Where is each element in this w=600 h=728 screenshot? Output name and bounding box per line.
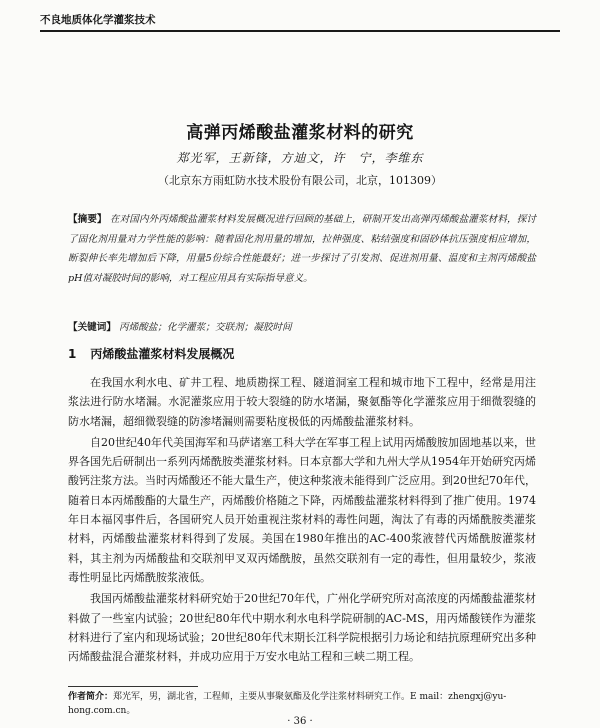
section-heading <box>68 345 234 362</box>
keywords <box>68 319 536 333</box>
keywords-text: 丙烯酸盐；化学灌浆；交联剂；凝胶时间 <box>119 322 292 333</box>
abstract-text: 在对国内外丙烯酸盐灌浆材料发展概况进行回顾的基础上，研制开发出高弹丙烯酸盐灌浆材料，探讨了固化剂用量对力学性能的影响：随着固化剂用量的增加，拉伸强度、粘结强度和固砂体抗压强度相应增加，断裂伸长率先增加后下降，用量5份综合性能最好；进一步探讨了引发剂、促进剂用量、温度和主剂丙烯酸盐pH值对凝胶时间的影响，对工程应用具有实际指导意义。 <box>68 214 537 284</box>
footnote-text: 郑光军，男，湖北省，工程师，主要从事聚氨酯及化学注浆材料研究工作。E mail：zhengxj@yu-hong.com.cn。 <box>68 692 507 716</box>
footnote-label: 作者简介： <box>68 692 114 702</box>
keywords-label: 【关键词】 <box>68 322 116 333</box>
page-number: · 36 · <box>287 716 313 727</box>
affiliation: （北京东方雨虹防水技术股份有限公司，北京，101309） <box>158 174 442 187</box>
abstract <box>68 210 536 288</box>
footnote-divider <box>68 686 198 687</box>
abstract-label: 【摘要】 <box>68 214 107 225</box>
paragraph: 自20世纪40年代美国海军和马萨诸塞工科大学在军事工程上试用丙烯酸胺加固地基以来，世界各国先后研制出一系列丙烯酰胺类灌浆材料。日本京都大学和九州大学从1954年开始研究丙烯酸钙注浆方法。当时丙烯酸还不能大量生产，使这种浆液未能得到广泛应用。到20世纪70年代，随着日本丙烯酸酯的大量生产，丙烯酸价格随之下降，丙烯酸盐灌浆材料得到了推广使用。1974年日本福冈事件后，各国研究人员开始重视注浆材料的毒性问题，淘汰了有毒的丙烯酰胺类灌浆材料，丙烯酸盐灌浆材料得到了发展。美国在1980年推出的AC-400浆液替代丙烯酰胺灌浆材料，其主剂为丙烯酸盐和交联剂甲叉双丙烯酰胺，虽然交联剂有一定的毒性，但用量较少，浆液毒性明显比丙烯酰胺浆液低。 <box>68 435 536 584</box>
author-list: 郑光军，王新锋，方迪文，许 宁，李维东 <box>176 151 424 165</box>
running-header: 不良地质体化学灌浆技术 <box>40 12 560 32</box>
author-footnote <box>68 690 536 718</box>
paragraph: 我国丙烯酸盐灌浆材料研究始于20世纪70年代，广州化学研究所对高浓度的丙烯酸盐灌浆材料做了一些室内试验；20世纪80年代中期水利水电科学院研制的AC-MS，用丙烯酸镁作为灌浆材料进行了室内和现场试验；20世纪80年代末期长江科学院根据引力场论和结抗原理研究出多种丙烯酸盐混合灌浆材料，并成功应用于万安水电站工程和三峡二期工程。 <box>68 592 536 664</box>
section-title: 丙烯酸盐灌浆材料发展概况 <box>90 347 235 361</box>
paragraph: 在我国水利水电、矿井工程、地质勘探工程、隧道洞室工程和城市地下工程中，经常是用注浆法进行防水堵漏。水泥灌浆应用于较大裂缝的防水堵漏，聚氨酯等化学灌浆应用于细微裂缝的防水堵漏，超细微裂缝的防渗堵漏则需要粘度极低的丙烯酸盐灌浆材料。 <box>68 376 536 428</box>
body-text <box>68 373 536 666</box>
paper-title: 高弹丙烯酸盐灌浆材料的研究 <box>186 123 414 143</box>
section-number: 1 <box>68 347 77 361</box>
